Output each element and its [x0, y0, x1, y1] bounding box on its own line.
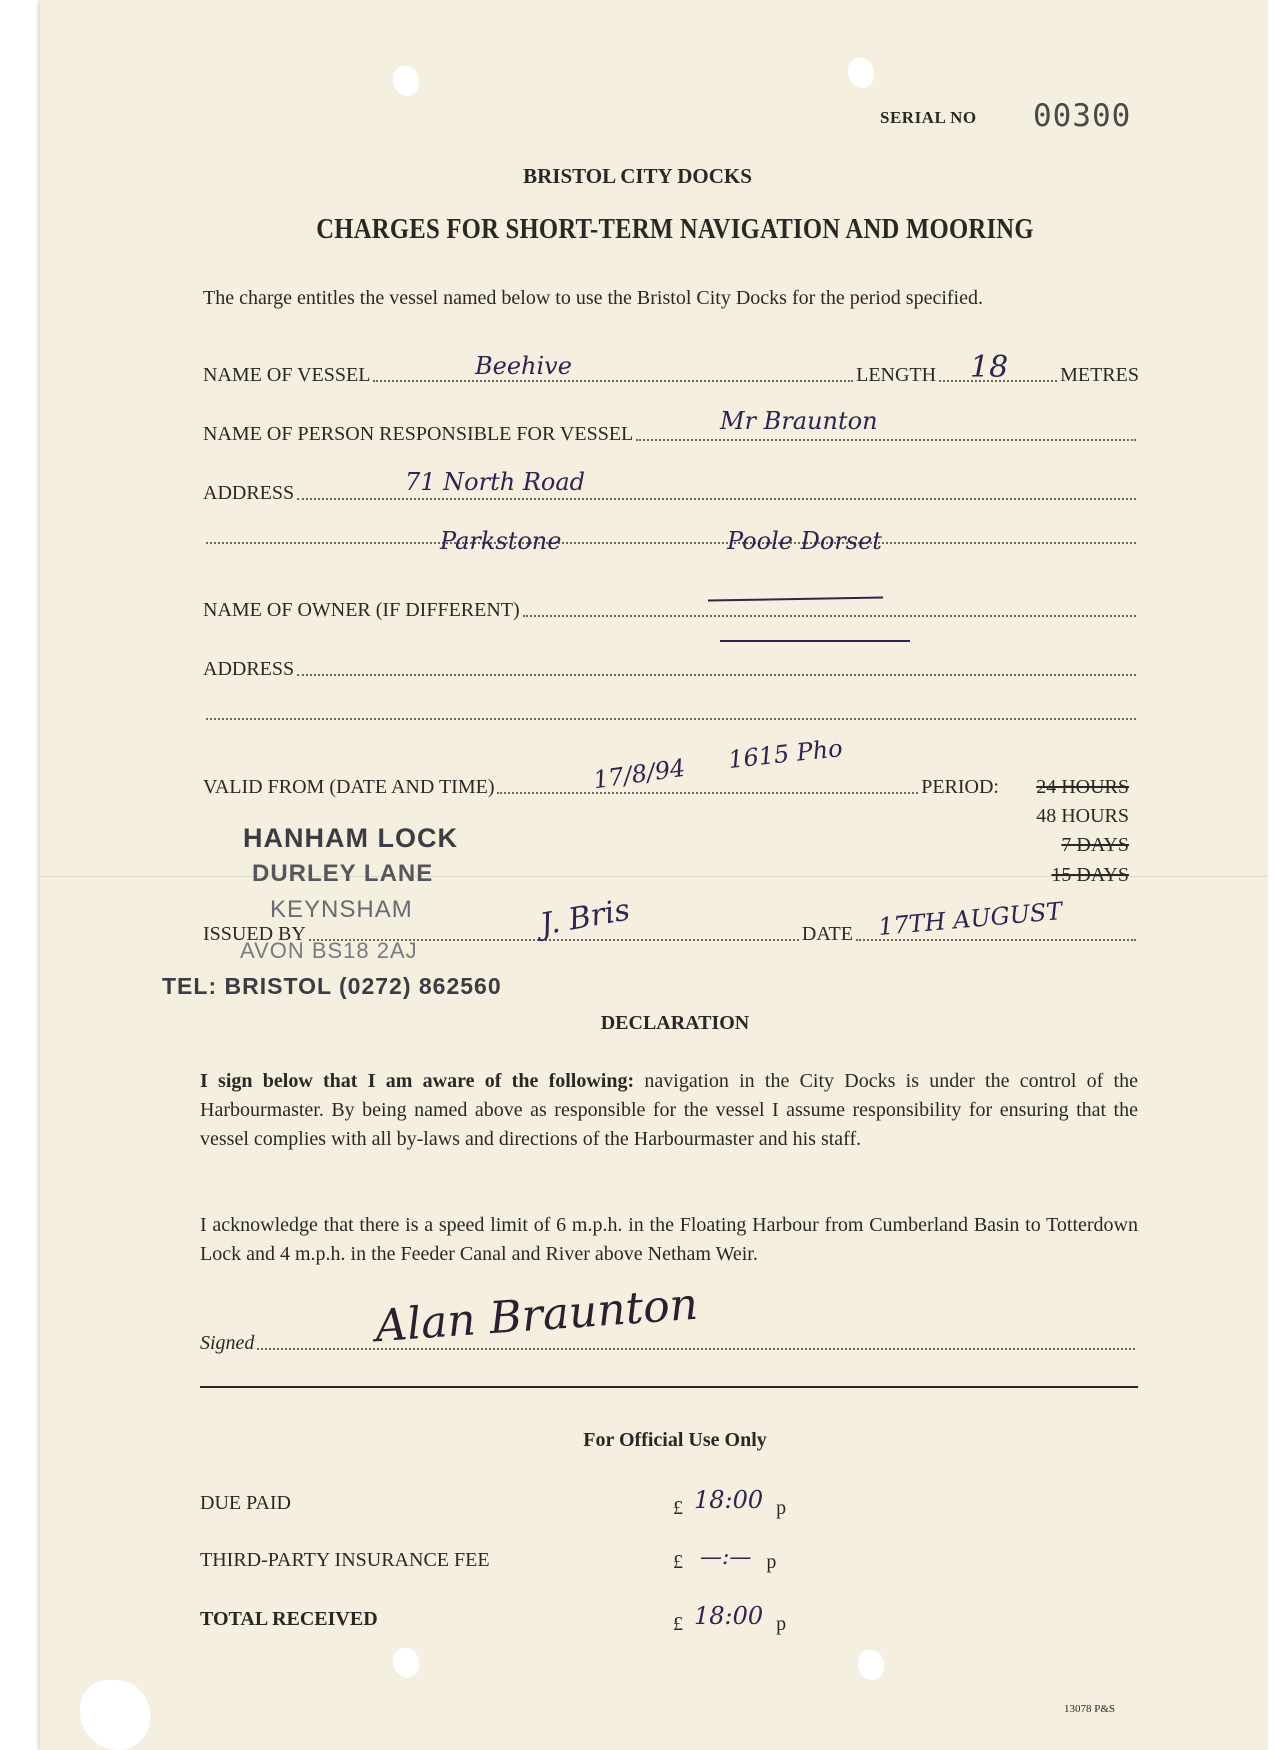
- valid-time-handwritten: 1615 Pho: [726, 734, 844, 774]
- declaration-paragraph-2: I acknowledge that there is a speed limit of 6 m.p.h. in the Floating Harbour from Cumberland Basin to Totterdown Lock and 4 m.p.h. in the Feeder Canal and River above Netham Weir.: [200, 1214, 1138, 1265]
- length-label: LENGTH: [856, 364, 937, 386]
- issued-label: ISSUED BY: [203, 923, 306, 945]
- period-option-7d[interactable]: 7 DAYS: [1061, 834, 1129, 856]
- person-handwritten: Mr Braunton: [720, 407, 878, 435]
- valid-field[interactable]: [497, 791, 918, 794]
- address-row: [203, 482, 1139, 505]
- owner-label: NAME OF OWNER (IF DIFFERENT): [203, 599, 520, 621]
- period-option-15d[interactable]: 15 DAYS: [1051, 864, 1129, 886]
- address-line2a-handwritten: Parkstone: [440, 527, 562, 555]
- insurance-fee-label: THIRD-PARTY INSURANCE FEE: [200, 1549, 490, 1571]
- punch-hole: [393, 1648, 419, 1678]
- official-use-title: For Official Use Only: [583, 1429, 767, 1451]
- due-paid-label: DUE PAID: [200, 1492, 291, 1514]
- owner-row: [203, 599, 1139, 622]
- valid-label: VALID FROM (DATE AND TIME): [203, 776, 495, 798]
- vessel-label: NAME OF VESSEL: [203, 364, 371, 386]
- stamp-line-2: DURLEY LANE: [252, 860, 434, 887]
- form-title: CHARGES FOR SHORT-TERM NAVIGATION AND MOORING: [316, 213, 1034, 245]
- declarant-signature: Alan Braunton: [373, 1278, 700, 1353]
- insurance-fee-value: £ —:— p: [673, 1545, 777, 1573]
- due-paid-value: £ 18:00 p: [673, 1486, 787, 1519]
- address-line1-handwritten: 71 North Road: [405, 468, 586, 496]
- owner-address-row-2: [203, 717, 1139, 725]
- serial-number: 00300: [1033, 98, 1132, 134]
- date-label: DATE: [801, 923, 853, 945]
- signed-label: Signed: [200, 1332, 255, 1354]
- owner-field[interactable]: [523, 614, 1136, 617]
- address-line2b-handwritten: Poole Dorset: [727, 527, 882, 555]
- declaration-lead: I sign below that I am aware of the following:: [200, 1070, 635, 1092]
- punch-hole: [858, 1650, 884, 1680]
- address-field-2[interactable]: [206, 541, 1136, 544]
- total-received-value: £ 18:00 p: [673, 1602, 787, 1635]
- punch-hole: [848, 58, 874, 88]
- vessel-name-handwritten: Beehive: [475, 352, 572, 380]
- declaration-body-1: navigation in the City Docks is under the control of the Harbourmaster. By being named above as responsible for the vessel I assume responsibility for ensuring that the vessel complies with all by-laws and directions of the Harbourmaster and his staff.: [200, 1070, 1138, 1150]
- length-handwritten: 18: [970, 350, 1009, 385]
- intro-text: The charge entitles the vessel named below to use the Bristol City Docks for the period specified.: [203, 287, 983, 309]
- owner-address-label: ADDRESS: [203, 658, 295, 680]
- owner-address-field-2[interactable]: [206, 717, 1136, 720]
- person-row: [203, 423, 1139, 446]
- declaration-paragraph-1: [200, 1067, 1138, 1154]
- person-label: NAME OF PERSON RESPONSIBLE FOR VESSEL: [203, 423, 634, 445]
- divider-rule: [200, 1386, 1138, 1388]
- address-field[interactable]: [297, 497, 1136, 500]
- address-label: ADDRESS: [203, 482, 295, 504]
- owner-address-field[interactable]: [297, 673, 1136, 676]
- period-option-48h[interactable]: 48 HOURS: [1036, 805, 1129, 827]
- issuer-signature: J. Bris: [537, 892, 633, 943]
- total-received-amount: 18:00: [694, 1602, 764, 1630]
- vessel-field[interactable]: [373, 379, 853, 382]
- owner-address-row: [203, 658, 1139, 681]
- due-paid-amount: 18:00: [694, 1486, 764, 1514]
- period-option-24h[interactable]: 24 HOURS: [1036, 776, 1129, 798]
- printer-code: 13078 P&S: [1063, 1703, 1115, 1715]
- torn-corner: [80, 1680, 150, 1750]
- insurance-fee-amount: —:—: [700, 1545, 752, 1570]
- stamp-line-3: KEYNSHAM: [270, 896, 413, 923]
- stamp-line-5: TEL: BRISTOL (0272) 862560: [162, 973, 502, 999]
- signed-row: [200, 1332, 1138, 1355]
- total-received-label: TOTAL RECEIVED: [200, 1608, 378, 1630]
- period-label: PERIOD:: [921, 776, 999, 798]
- punch-hole: [393, 66, 419, 96]
- declaration-title: DECLARATION: [600, 1012, 750, 1034]
- owner-address-dash-mark: [720, 640, 910, 642]
- address-row-2: [203, 541, 1139, 549]
- organisation-name: BRISTOL CITY DOCKS: [523, 164, 752, 188]
- stamp-line-1: HANHAM LOCK: [243, 823, 458, 853]
- person-field[interactable]: [636, 438, 1136, 441]
- valid-date-handwritten: 17/8/94: [591, 753, 688, 795]
- date-handwritten: 17TH AUGUST: [877, 897, 1064, 941]
- metres-label: METRES: [1060, 364, 1139, 386]
- stamp-line-4: AVON BS18 2AJ: [240, 938, 418, 963]
- serial-label: SERIAL NO: [880, 108, 977, 127]
